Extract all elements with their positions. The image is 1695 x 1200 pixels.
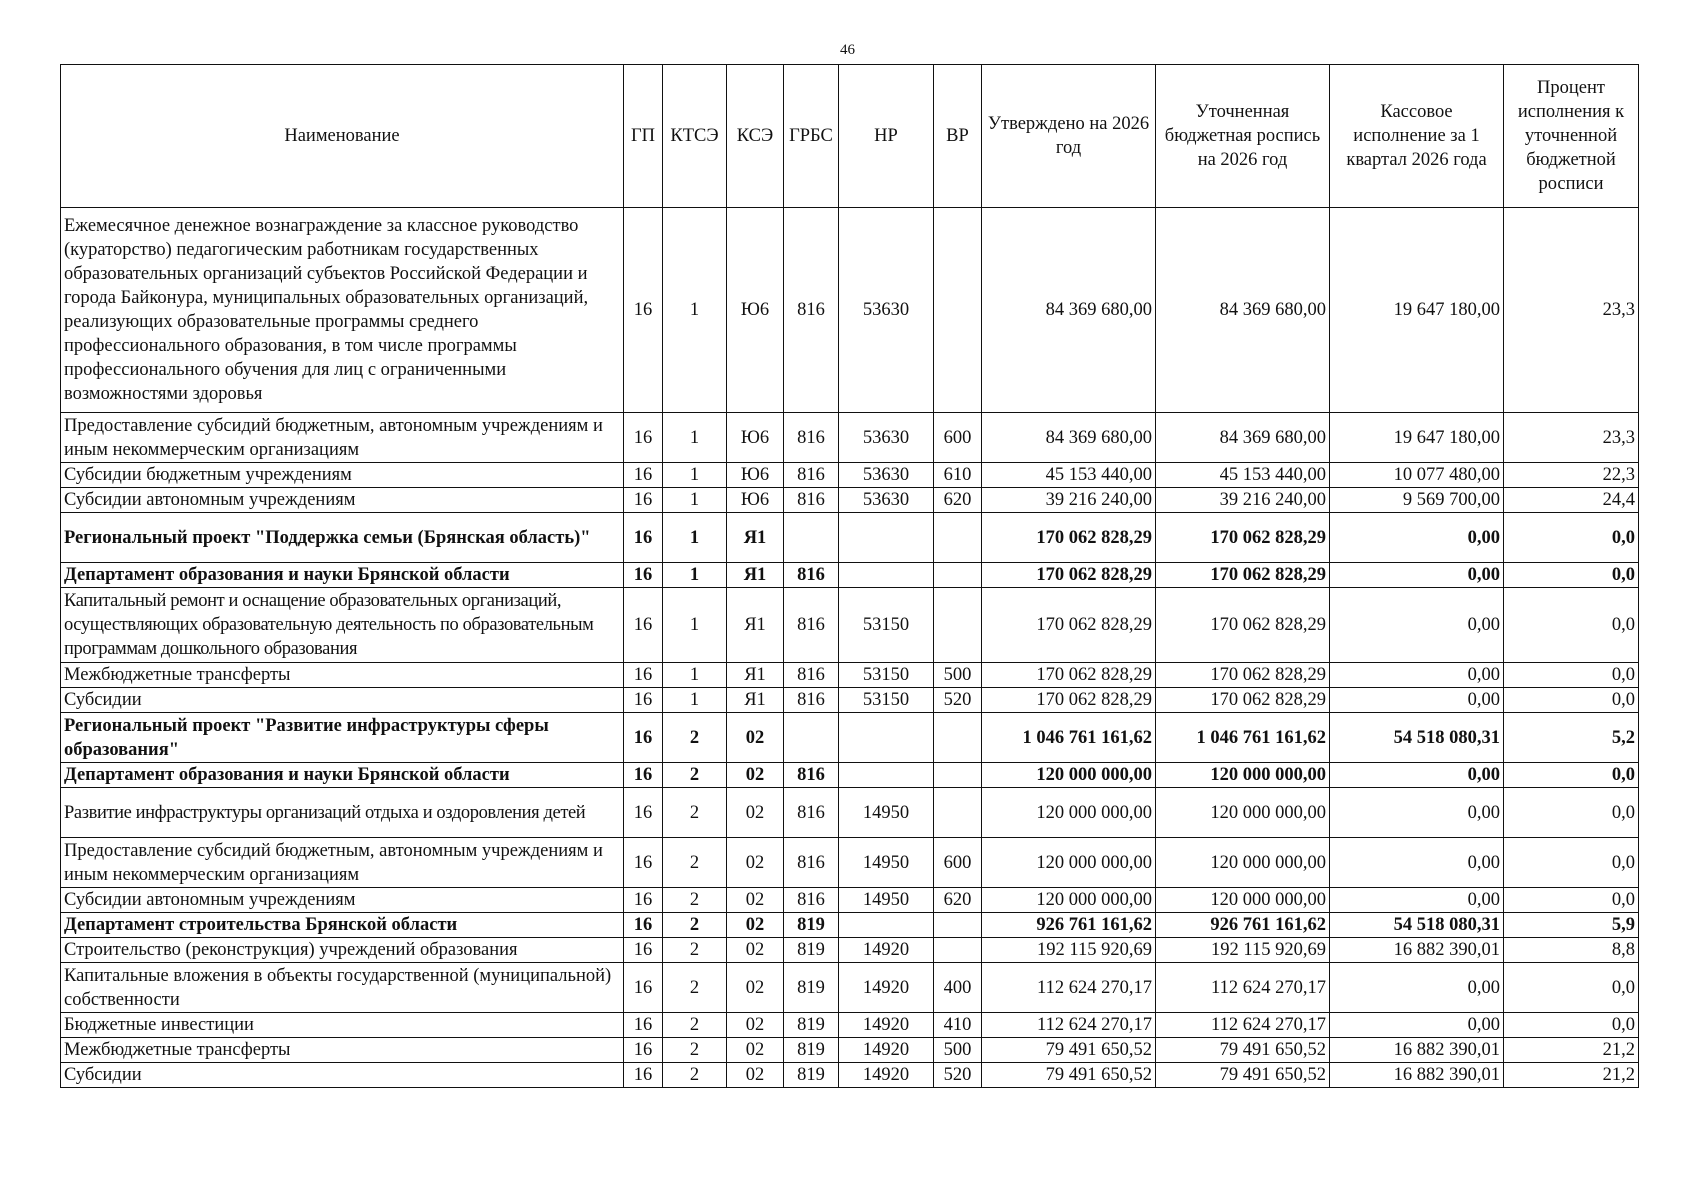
- cell-nr: [839, 513, 934, 563]
- cell-refined: 1 046 761 161,62: [1156, 713, 1330, 763]
- cell-gp: 16: [624, 913, 663, 938]
- cell-name: Развитие инфраструктуры организаций отдыха и оздоровления детей: [61, 788, 624, 838]
- cell-gp: 16: [624, 413, 663, 463]
- cell-nr: 14950: [839, 838, 934, 888]
- cell-percent: 0,0: [1504, 563, 1639, 588]
- cell-cash: 0,00: [1330, 663, 1504, 688]
- cell-cash: 0,00: [1330, 763, 1504, 788]
- cell-percent: 8,8: [1504, 938, 1639, 963]
- cell-vr: 610: [934, 463, 982, 488]
- cell-gp: 16: [624, 1013, 663, 1038]
- cell-gp: 16: [624, 488, 663, 513]
- cell-percent: 21,2: [1504, 1038, 1639, 1063]
- cell-percent: 0,0: [1504, 888, 1639, 913]
- header-gp: ГП: [624, 65, 663, 208]
- cell-gp: 16: [624, 588, 663, 663]
- cell-percent: 0,0: [1504, 663, 1639, 688]
- cell-ktse: 2: [663, 1063, 727, 1088]
- cell-gp: 16: [624, 788, 663, 838]
- cell-cash: 16 882 390,01: [1330, 938, 1504, 963]
- cell-gp: 16: [624, 1038, 663, 1063]
- cell-kse: 02: [727, 1013, 784, 1038]
- cell-name: Субсидии бюджетным учреждениям: [61, 463, 624, 488]
- cell-grbs: 819: [784, 1013, 839, 1038]
- cell-nr: 14920: [839, 1063, 934, 1088]
- cell-approved: 79 491 650,52: [982, 1038, 1156, 1063]
- cell-refined: 170 062 828,29: [1156, 588, 1330, 663]
- cell-nr: [839, 763, 934, 788]
- cell-approved: 170 062 828,29: [982, 588, 1156, 663]
- cell-gp: 16: [624, 688, 663, 713]
- cell-grbs: [784, 513, 839, 563]
- cell-cash: 19 647 180,00: [1330, 413, 1504, 463]
- cell-name: Предоставление субсидий бюджетным, автономным учреждениям и иным некоммерческим организациям: [61, 413, 624, 463]
- header-nr: НР: [839, 65, 934, 208]
- cell-approved: 79 491 650,52: [982, 1063, 1156, 1088]
- cell-vr: 500: [934, 663, 982, 688]
- cell-vr: 620: [934, 488, 982, 513]
- cell-refined: 170 062 828,29: [1156, 663, 1330, 688]
- cell-approved: 120 000 000,00: [982, 788, 1156, 838]
- cell-name: Межбюджетные трансферты: [61, 663, 624, 688]
- cell-percent: 23,3: [1504, 208, 1639, 413]
- cell-nr: 14920: [839, 938, 934, 963]
- cell-vr: [934, 713, 982, 763]
- cell-percent: 5,2: [1504, 713, 1639, 763]
- cell-gp: 16: [624, 838, 663, 888]
- cell-grbs: 816: [784, 488, 839, 513]
- cell-kse: 02: [727, 888, 784, 913]
- cell-vr: [934, 208, 982, 413]
- table-row: [61, 488, 1639, 513]
- cell-percent: 0,0: [1504, 513, 1639, 563]
- cell-vr: 620: [934, 888, 982, 913]
- cell-ktse: 1: [663, 588, 727, 663]
- header-cash: Кассовое исполнение за 1 квартал 2026 года: [1330, 65, 1504, 208]
- cell-refined: 170 062 828,29: [1156, 563, 1330, 588]
- cell-ktse: 2: [663, 938, 727, 963]
- cell-refined: 926 761 161,62: [1156, 913, 1330, 938]
- header-kse: КСЭ: [727, 65, 784, 208]
- cell-approved: 1 046 761 161,62: [982, 713, 1156, 763]
- table-body: [61, 208, 1639, 1088]
- cell-nr: [839, 913, 934, 938]
- cell-ktse: 2: [663, 913, 727, 938]
- cell-refined: 84 369 680,00: [1156, 413, 1330, 463]
- cell-percent: 0,0: [1504, 1013, 1639, 1038]
- cell-name: Капитальные вложения в объекты государственной (муниципальной) собственности: [61, 963, 624, 1013]
- cell-percent: 0,0: [1504, 838, 1639, 888]
- cell-cash: 0,00: [1330, 588, 1504, 663]
- table-row: [61, 963, 1639, 1013]
- cell-refined: 120 000 000,00: [1156, 788, 1330, 838]
- cell-vr: [934, 938, 982, 963]
- cell-name: Департамент образования и науки Брянской области: [61, 563, 624, 588]
- table-row: [61, 1038, 1639, 1063]
- cell-cash: 0,00: [1330, 1013, 1504, 1038]
- cell-nr: 14950: [839, 888, 934, 913]
- cell-kse: 02: [727, 788, 784, 838]
- cell-cash: 0,00: [1330, 838, 1504, 888]
- cell-kse: 02: [727, 913, 784, 938]
- cell-grbs: 816: [784, 563, 839, 588]
- cell-grbs: 816: [784, 588, 839, 663]
- cell-grbs: 819: [784, 963, 839, 1013]
- cell-percent: 0,0: [1504, 688, 1639, 713]
- cell-gp: 16: [624, 713, 663, 763]
- page-number: 46: [840, 42, 855, 58]
- cell-approved: 120 000 000,00: [982, 763, 1156, 788]
- cell-name: Департамент строительства Брянской области: [61, 913, 624, 938]
- cell-grbs: 816: [784, 888, 839, 913]
- cell-nr: [839, 713, 934, 763]
- cell-gp: 16: [624, 208, 663, 413]
- cell-nr: 14920: [839, 963, 934, 1013]
- cell-ktse: 2: [663, 788, 727, 838]
- cell-cash: 19 647 180,00: [1330, 208, 1504, 413]
- cell-grbs: [784, 713, 839, 763]
- table-row: [61, 913, 1639, 938]
- cell-percent: 24,4: [1504, 488, 1639, 513]
- cell-name: Строительство (реконструкция) учреждений образования: [61, 938, 624, 963]
- cell-vr: 520: [934, 688, 982, 713]
- cell-ktse: 2: [663, 963, 727, 1013]
- header-approved: Утверждено на 2026 год: [982, 65, 1156, 208]
- cell-grbs: 819: [784, 913, 839, 938]
- cell-ktse: 1: [663, 208, 727, 413]
- cell-percent: 21,2: [1504, 1063, 1639, 1088]
- cell-name: Региональный проект "Поддержка семьи (Брянская область)": [61, 513, 624, 563]
- cell-cash: 0,00: [1330, 788, 1504, 838]
- cell-kse: 02: [727, 1063, 784, 1088]
- cell-gp: 16: [624, 563, 663, 588]
- table-row: [61, 563, 1639, 588]
- cell-gp: 16: [624, 888, 663, 913]
- cell-vr: [934, 763, 982, 788]
- cell-cash: 9 569 700,00: [1330, 488, 1504, 513]
- cell-approved: 84 369 680,00: [982, 208, 1156, 413]
- cell-approved: 170 062 828,29: [982, 663, 1156, 688]
- cell-kse: Ю6: [727, 413, 784, 463]
- cell-cash: 0,00: [1330, 563, 1504, 588]
- cell-kse: Я1: [727, 513, 784, 563]
- cell-ktse: 2: [663, 713, 727, 763]
- cell-kse: Ю6: [727, 208, 784, 413]
- cell-ktse: 1: [663, 463, 727, 488]
- cell-name: Бюджетные инвестиции: [61, 1013, 624, 1038]
- cell-name: Субсидии: [61, 1063, 624, 1088]
- cell-grbs: 819: [784, 938, 839, 963]
- cell-grbs: 816: [784, 413, 839, 463]
- cell-cash: 0,00: [1330, 963, 1504, 1013]
- cell-refined: 79 491 650,52: [1156, 1063, 1330, 1088]
- cell-name: Субсидии автономным учреждениям: [61, 488, 624, 513]
- cell-refined: 45 153 440,00: [1156, 463, 1330, 488]
- cell-nr: 53630: [839, 488, 934, 513]
- cell-name: Департамент образования и науки Брянской области: [61, 763, 624, 788]
- cell-kse: Я1: [727, 563, 784, 588]
- cell-ktse: 1: [663, 488, 727, 513]
- header-grbs: ГРБС: [784, 65, 839, 208]
- cell-gp: 16: [624, 663, 663, 688]
- cell-refined: 192 115 920,69: [1156, 938, 1330, 963]
- cell-grbs: 819: [784, 1063, 839, 1088]
- cell-ktse: 2: [663, 763, 727, 788]
- cell-percent: 5,9: [1504, 913, 1639, 938]
- cell-cash: 16 882 390,01: [1330, 1063, 1504, 1088]
- cell-grbs: 819: [784, 1038, 839, 1063]
- cell-vr: 520: [934, 1063, 982, 1088]
- cell-refined: 112 624 270,17: [1156, 1013, 1330, 1038]
- cell-cash: 0,00: [1330, 688, 1504, 713]
- table-row: [61, 763, 1639, 788]
- cell-ktse: 1: [663, 413, 727, 463]
- cell-cash: 54 518 080,31: [1330, 713, 1504, 763]
- cell-grbs: 816: [784, 763, 839, 788]
- table-row: [61, 713, 1639, 763]
- cell-nr: 14920: [839, 1013, 934, 1038]
- cell-vr: [934, 563, 982, 588]
- cell-ktse: 1: [663, 563, 727, 588]
- cell-grbs: 816: [784, 663, 839, 688]
- cell-kse: 02: [727, 713, 784, 763]
- cell-grbs: 816: [784, 208, 839, 413]
- cell-grbs: 816: [784, 838, 839, 888]
- cell-vr: 600: [934, 413, 982, 463]
- cell-approved: 112 624 270,17: [982, 1013, 1156, 1038]
- cell-percent: 0,0: [1504, 588, 1639, 663]
- cell-name: Субсидии автономным учреждениям: [61, 888, 624, 913]
- cell-approved: 926 761 161,62: [982, 913, 1156, 938]
- cell-grbs: 816: [784, 688, 839, 713]
- cell-nr: 53150: [839, 663, 934, 688]
- cell-nr: 53630: [839, 413, 934, 463]
- cell-approved: 170 062 828,29: [982, 513, 1156, 563]
- cell-percent: 0,0: [1504, 788, 1639, 838]
- cell-nr: 53630: [839, 208, 934, 413]
- cell-name: Капитальный ремонт и оснащение образовательных организаций, осуществляющих образовательную деятельность по образовательным программам дошкольного образования: [61, 588, 624, 663]
- cell-percent: 0,0: [1504, 763, 1639, 788]
- cell-grbs: 816: [784, 788, 839, 838]
- table-row: [61, 413, 1639, 463]
- cell-ktse: 2: [663, 838, 727, 888]
- cell-vr: [934, 913, 982, 938]
- cell-kse: Ю6: [727, 488, 784, 513]
- cell-ktse: 1: [663, 663, 727, 688]
- cell-name: Региональный проект "Развитие инфраструктуры сферы образования": [61, 713, 624, 763]
- cell-approved: 120 000 000,00: [982, 888, 1156, 913]
- cell-percent: 22,3: [1504, 463, 1639, 488]
- table-row: [61, 1013, 1639, 1038]
- cell-vr: [934, 513, 982, 563]
- table-row: [61, 838, 1639, 888]
- cell-gp: 16: [624, 963, 663, 1013]
- cell-kse: Я1: [727, 588, 784, 663]
- cell-kse: 02: [727, 963, 784, 1013]
- cell-nr: 53150: [839, 688, 934, 713]
- cell-ktse: 2: [663, 888, 727, 913]
- cell-refined: 170 062 828,29: [1156, 513, 1330, 563]
- cell-gp: 16: [624, 938, 663, 963]
- header-name: Наименование: [61, 65, 624, 208]
- cell-vr: [934, 588, 982, 663]
- table-row: [61, 788, 1639, 838]
- cell-refined: 39 216 240,00: [1156, 488, 1330, 513]
- header-percent: Процент исполнения к уточненной бюджетной росписи: [1504, 65, 1639, 208]
- cell-kse: 02: [727, 1038, 784, 1063]
- cell-approved: 120 000 000,00: [982, 838, 1156, 888]
- cell-approved: 45 153 440,00: [982, 463, 1156, 488]
- cell-approved: 84 369 680,00: [982, 413, 1156, 463]
- cell-refined: 112 624 270,17: [1156, 963, 1330, 1013]
- cell-nr: [839, 563, 934, 588]
- budget-table: [60, 64, 1639, 1088]
- cell-kse: Я1: [727, 688, 784, 713]
- table-row: [61, 688, 1639, 713]
- cell-approved: 112 624 270,17: [982, 963, 1156, 1013]
- table-row: [61, 663, 1639, 688]
- cell-gp: 16: [624, 513, 663, 563]
- cell-grbs: 816: [784, 463, 839, 488]
- cell-approved: 39 216 240,00: [982, 488, 1156, 513]
- cell-gp: 16: [624, 463, 663, 488]
- cell-kse: Ю6: [727, 463, 784, 488]
- header-ktse: КТСЭ: [663, 65, 727, 208]
- cell-gp: 16: [624, 1063, 663, 1088]
- cell-name: Межбюджетные трансферты: [61, 1038, 624, 1063]
- cell-approved: 192 115 920,69: [982, 938, 1156, 963]
- cell-ktse: 2: [663, 1013, 727, 1038]
- header-row: [61, 65, 1639, 208]
- cell-vr: 410: [934, 1013, 982, 1038]
- cell-name: Субсидии: [61, 688, 624, 713]
- cell-cash: 54 518 080,31: [1330, 913, 1504, 938]
- cell-nr: 14950: [839, 788, 934, 838]
- cell-refined: 79 491 650,52: [1156, 1038, 1330, 1063]
- cell-kse: 02: [727, 938, 784, 963]
- header-refined: Уточненная бюджетная роспись на 2026 год: [1156, 65, 1330, 208]
- table-row: [61, 463, 1639, 488]
- cell-ktse: 1: [663, 513, 727, 563]
- cell-cash: 0,00: [1330, 513, 1504, 563]
- cell-cash: 16 882 390,01: [1330, 1038, 1504, 1063]
- cell-nr: 53630: [839, 463, 934, 488]
- cell-vr: 600: [934, 838, 982, 888]
- cell-refined: 120 000 000,00: [1156, 838, 1330, 888]
- cell-gp: 16: [624, 763, 663, 788]
- cell-approved: 170 062 828,29: [982, 688, 1156, 713]
- cell-nr: 53150: [839, 588, 934, 663]
- cell-refined: 120 000 000,00: [1156, 888, 1330, 913]
- cell-percent: 23,3: [1504, 413, 1639, 463]
- cell-cash: 10 077 480,00: [1330, 463, 1504, 488]
- cell-name: Предоставление субсидий бюджетным, автономным учреждениям и иным некоммерческим организациям: [61, 838, 624, 888]
- cell-ktse: 1: [663, 688, 727, 713]
- cell-kse: 02: [727, 838, 784, 888]
- cell-nr: 14920: [839, 1038, 934, 1063]
- cell-vr: [934, 788, 982, 838]
- table-row: [61, 888, 1639, 913]
- cell-refined: 170 062 828,29: [1156, 688, 1330, 713]
- cell-cash: 0,00: [1330, 888, 1504, 913]
- header-vr: ВР: [934, 65, 982, 208]
- cell-ktse: 2: [663, 1038, 727, 1063]
- cell-vr: 400: [934, 963, 982, 1013]
- cell-refined: 84 369 680,00: [1156, 208, 1330, 413]
- cell-kse: 02: [727, 763, 784, 788]
- cell-refined: 120 000 000,00: [1156, 763, 1330, 788]
- cell-vr: 500: [934, 1038, 982, 1063]
- cell-percent: 0,0: [1504, 963, 1639, 1013]
- table-row: [61, 513, 1639, 563]
- table-row: [61, 1063, 1639, 1088]
- table-row: [61, 938, 1639, 963]
- cell-kse: Я1: [727, 663, 784, 688]
- table-row: [61, 208, 1639, 413]
- cell-name: Ежемесячное денежное вознаграждение за классное руководство (кураторство) педагогическим работникам государственных образовательных организаций субъектов Российской Федерации и города Байконура, муниципальных образовательных организаций, реализующих образовательные программы среднего профессионального образования, в том числе программы профессионального обучения для лиц с ограниченными возможностями здоровья: [61, 208, 624, 413]
- cell-approved: 170 062 828,29: [982, 563, 1156, 588]
- table-row: [61, 588, 1639, 663]
